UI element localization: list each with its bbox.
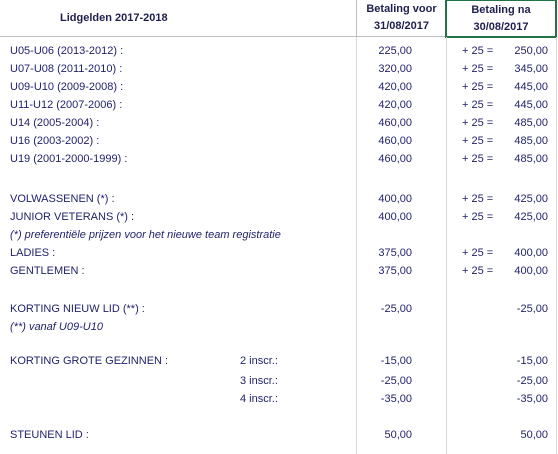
sheet-title: [0, 0, 356, 37]
price-before[interactable]: 460,00: [378, 135, 412, 147]
surcharge: + 25 =: [462, 81, 494, 93]
price-after[interactable]: 485,00: [514, 153, 548, 165]
surcharge: + 25 =: [462, 117, 494, 129]
price-after[interactable]: 400,00: [514, 247, 548, 259]
surcharge: + 25 =: [462, 99, 494, 111]
row-label[interactable]: U07-U08 (2011-2010) :: [10, 63, 123, 75]
row-label[interactable]: U09-U10 (2009-2008) :: [10, 81, 124, 93]
surcharge: + 25 =: [462, 135, 494, 147]
price-after[interactable]: 445,00: [514, 81, 548, 93]
price-before[interactable]: 50,00: [384, 429, 412, 441]
price-before[interactable]: 320,00: [378, 63, 412, 75]
price-after[interactable]: -25,00: [516, 375, 548, 387]
price-after[interactable]: 400,00: [514, 265, 548, 277]
row-label[interactable]: KORTING GROTE GEZINNEN :: [10, 355, 169, 367]
surcharge: + 25 =: [462, 211, 494, 223]
col-header-after-line1: Betaling na: [471, 3, 531, 16]
row-label[interactable]: LADIES :: [10, 247, 56, 259]
price-before[interactable]: 225,00: [378, 45, 412, 57]
price-before[interactable]: -15,00: [380, 355, 412, 367]
row-label[interactable]: U11-U12 (2007-2006) :: [10, 99, 123, 111]
price-after[interactable]: 50,00: [520, 429, 548, 441]
sub-label[interactable]: 2 inscr.:: [240, 355, 278, 367]
sheet-title-text: Lidgelden 2017-2018: [60, 12, 168, 24]
price-before[interactable]: -25,00: [380, 375, 412, 387]
price-after[interactable]: -25,00: [516, 303, 548, 315]
price-after[interactable]: 250,00: [514, 45, 548, 57]
surcharge: + 25 =: [462, 63, 494, 75]
row-label[interactable]: STEUNEN LID :: [10, 429, 89, 441]
row-label[interactable]: JUNIOR VETERANS (*) :: [10, 211, 135, 223]
price-before[interactable]: 400,00: [378, 211, 412, 223]
col-header-before-line1: Betaling voor: [366, 3, 437, 15]
price-before[interactable]: 420,00: [378, 81, 412, 93]
row-label[interactable]: U05-U06 (2013-2012) :: [10, 45, 124, 57]
col-header-before-line2: 31/08/2017: [373, 20, 430, 32]
row-label[interactable]: KORTING NIEUW LID (**) :: [10, 303, 145, 315]
price-before[interactable]: 460,00: [378, 153, 412, 165]
col-header-after-line2: 30/08/2017: [473, 20, 529, 33]
price-after[interactable]: 485,00: [514, 117, 548, 129]
price-after[interactable]: -35,00: [516, 393, 548, 405]
price-before[interactable]: -25,00: [380, 303, 412, 315]
price-after[interactable]: 425,00: [514, 211, 548, 223]
price-after[interactable]: 425,00: [514, 193, 548, 205]
row-label[interactable]: GENTLEMEN :: [10, 265, 85, 277]
surcharge: + 25 =: [462, 265, 494, 277]
price-before[interactable]: 375,00: [378, 247, 412, 259]
price-after[interactable]: 445,00: [514, 99, 548, 111]
price-after[interactable]: 345,00: [514, 63, 548, 75]
price-before[interactable]: 375,00: [378, 265, 412, 277]
price-before[interactable]: -35,00: [380, 393, 412, 405]
surcharge: + 25 =: [462, 247, 494, 259]
footnote[interactable]: (**) vanaf U09-U10: [10, 321, 103, 333]
column-divider: [446, 37, 447, 454]
col-header-after[interactable]: [446, 0, 556, 37]
surcharge: + 25 =: [462, 45, 494, 57]
surcharge: + 25 =: [462, 193, 494, 205]
column-divider: [556, 37, 557, 454]
row-label[interactable]: U16 (2003-2002) :: [10, 135, 100, 147]
price-before[interactable]: 460,00: [378, 117, 412, 129]
surcharge: + 25 =: [462, 153, 494, 165]
row-label[interactable]: U19 (2001-2000-1999) :: [10, 153, 128, 165]
price-after[interactable]: 485,00: [514, 135, 548, 147]
row-label[interactable]: U14 (2005-2004) :: [10, 117, 100, 129]
price-before[interactable]: 420,00: [378, 99, 412, 111]
row-label[interactable]: VOLWASSENEN (*) :: [10, 193, 115, 205]
price-before[interactable]: 400,00: [378, 193, 412, 205]
price-after[interactable]: -15,00: [516, 355, 548, 367]
col-header-before[interactable]: [356, 0, 446, 37]
sub-label[interactable]: 3 inscr.:: [240, 375, 278, 387]
footnote[interactable]: (*) preferentiële prijzen voor het nieuwe team registratie: [10, 229, 281, 241]
sub-label[interactable]: 4 inscr.:: [240, 393, 278, 405]
